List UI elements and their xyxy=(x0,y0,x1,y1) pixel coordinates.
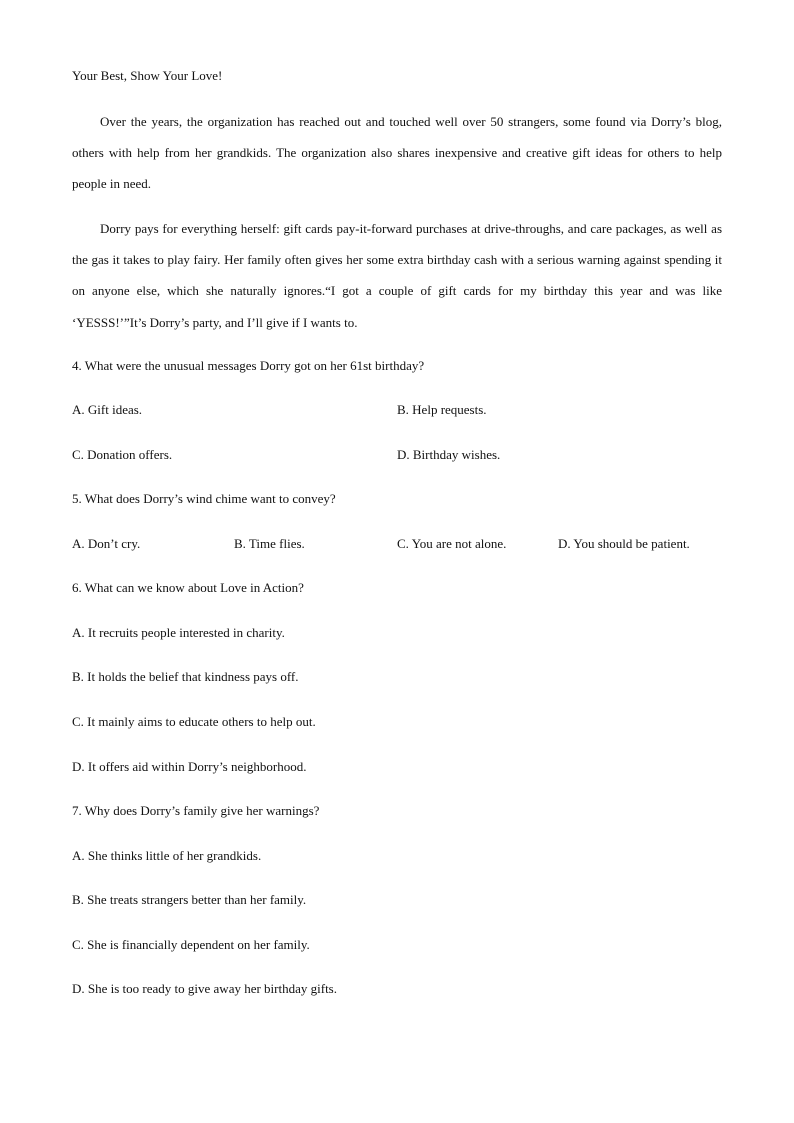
passage-paragraph-2: Dorry pays for everything herself: gift cards pay-it-forward purchases at drive-throughs, and care packages, as well as the gas it takes to play fairy. Her family often gives her some extra birthday cash with a serious warning against spending it on anyone else, which she naturally ignores.“I got a couple of gift cards for my birthday this year and was like ‘YESSS!’”It’s Dorry’s party, and I’ll give if I wants to. xyxy=(72,221,722,330)
question-5-option-c: C. You are not alone. xyxy=(397,536,507,551)
question-6-stem: 6. What can we know about Love in Action? xyxy=(72,580,304,595)
question-7-option-b: B. She treats strangers better than her family. xyxy=(72,892,307,907)
question-7-stem: 7. Why does Dorry’s family give her warnings? xyxy=(72,803,320,818)
question-5-option-a: A. Don’t cry. xyxy=(72,536,141,551)
question-4-option-a: A. Gift ideas. xyxy=(72,402,143,417)
question-7-option-c: C. She is financially dependent on her family. xyxy=(72,937,310,952)
passage-paragraph-1: Over the years, the organization has reached out and touched well over 50 strangers, some found via Dorry’s blog, others with help from her grandkids. The organization also shares inexpensive and creative gift ideas for others to help people in need. xyxy=(72,114,722,192)
question-6-option-a: A. It recruits people interested in charity. xyxy=(72,625,285,640)
question-4-option-c: C. Donation offers. xyxy=(72,447,173,462)
question-4-option-d: D. Birthday wishes. xyxy=(397,447,501,462)
question-5-option-d: D. You should be patient. xyxy=(558,536,690,551)
question-7-option-d: D. She is too ready to give away her birthday gifts. xyxy=(72,981,337,996)
question-5-stem: 5. What does Dorry’s wind chime want to convey? xyxy=(72,491,336,506)
question-4-stem: 4. What were the unusual messages Dorry got on her 61st birthday? xyxy=(72,358,425,373)
question-6-option-d: D. It offers aid within Dorry’s neighborhood. xyxy=(72,759,307,774)
question-7-option-a: A. She thinks little of her grandkids. xyxy=(72,848,262,863)
question-6-option-c: C. It mainly aims to educate others to help out. xyxy=(72,714,316,729)
question-6-option-b: B. It holds the belief that kindness pays off. xyxy=(72,669,299,684)
passage-heading: Your Best, Show Your Love! xyxy=(72,68,223,83)
question-4-option-b: B. Help requests. xyxy=(397,402,487,417)
question-5-option-b: B. Time flies. xyxy=(234,536,305,551)
